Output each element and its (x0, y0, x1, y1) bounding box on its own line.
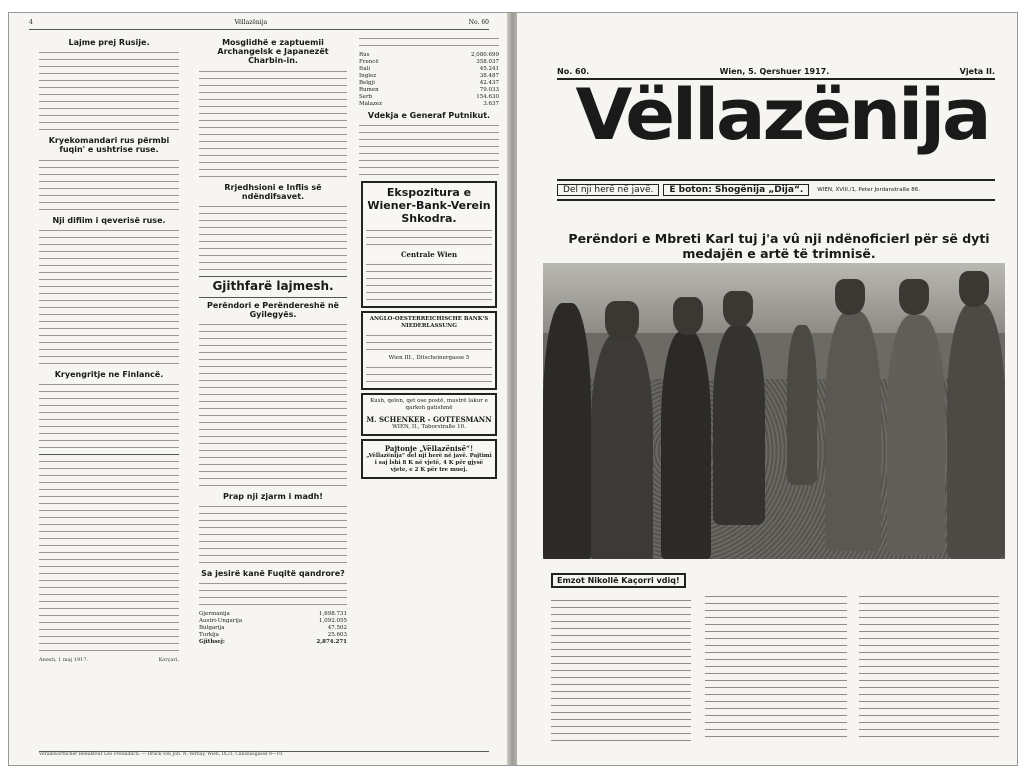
anglo-bank-advertisement: ANGLO-OESTERREICHISCHE BANK'S NIEDERLASSUNG Wien III., Ditscheinergasse 5 (361, 311, 497, 390)
article-heading: Kryekomandari rus përmbi fuqin' e ushtrise ruse. (48, 136, 170, 155)
prisoner-table (199, 611, 347, 646)
obituary-heading: Emzot Nikollë Kaçorri vdiq! (551, 573, 686, 588)
volume-year: Vjeta II. (959, 67, 995, 76)
left-column-1 (39, 35, 179, 735)
issue-number: No. 60 (468, 19, 489, 26)
article-heading: Kryengritje ne Finlancë. (54, 369, 164, 379)
article-text (39, 157, 179, 213)
divider (39, 454, 179, 455)
imprint-footer: Veranlwortlicher Redakteur Leo Freundlich. — Druck von Joh. N. Vernay, Wien, IX./3, Canisiusgasse 8—10. (39, 751, 489, 757)
page-number: 4 (29, 19, 33, 26)
running-header (29, 19, 489, 30)
article-text (199, 503, 347, 566)
article-heading: Sa jesirë kanë Fuqitë qandrore? (201, 569, 345, 579)
table-row: Rus 2,080.699 (359, 52, 499, 58)
running-title: Vëllazënija (234, 19, 268, 26)
table-row: Inglez 38.487 (359, 73, 499, 79)
article-heading: Vdekja e Generaf Putnikut. (367, 111, 491, 120)
photo-headline: Perëndori e Mbreti Karl tuj j'a vû nji ndënoficierl për së dyti medajën e artë të trimnisë. (568, 231, 990, 261)
issue-number: No. 60. (557, 67, 590, 76)
divider (199, 276, 347, 277)
subscription-advertisement: Pajtonje „Vëllazënisë“! „Vëllazënija“ del nji herë në javë. Pajtimi i saj lshi 8 K në vjetë, 4 K për gjysë vjete, e 2 K për tre muej. (361, 439, 497, 479)
publisher-note: E boton: Shogënija „Dija“. (663, 184, 809, 196)
table-row: Malazez 3.637 (359, 101, 499, 107)
left-column-3 (359, 35, 499, 735)
table-row: Frencë 358.037 (359, 59, 499, 65)
article-text (199, 321, 347, 489)
left-column-2 (199, 35, 347, 735)
masthead-info (557, 21, 995, 80)
article-text (199, 68, 347, 180)
right-page (517, 13, 1017, 765)
article-heading: Mosglidhë e zaptuemii Archangelsk e Japanezët Charbin-in. (217, 38, 329, 66)
table-row: Itali 45.241 (359, 66, 499, 72)
signature-line: Anesti, 1 maj 1917. Korçari. (39, 656, 179, 663)
address-note: WIEN, XVIII./1, Peter Jordanstraße 86. (817, 187, 920, 193)
frequency-note: Del nji herë në javë. (557, 184, 659, 196)
article-text (199, 580, 347, 608)
right-column-3 (859, 593, 999, 743)
newspaper-spread (8, 12, 1018, 766)
article-text (359, 35, 499, 49)
losses-table (359, 52, 499, 108)
article-text (39, 381, 179, 451)
table-row: Turkija 25.603 (199, 632, 347, 639)
article-heading: Lajme prej Rusije. (68, 38, 150, 47)
newspaper-title: Vëllazënija (575, 74, 989, 156)
article-text (39, 49, 179, 133)
article-heading: Prap nji zjarm i madh! (223, 492, 323, 502)
divider (199, 297, 347, 298)
article-text (39, 227, 179, 367)
table-row: Gjermanija 1,698.731 (199, 611, 347, 618)
article-text (39, 458, 179, 654)
article-text (199, 203, 347, 273)
article-text (359, 122, 499, 178)
table-row: Serb 154.630 (359, 94, 499, 100)
table-row: Belgji 42.437 (359, 80, 499, 86)
article-heading: Perëndori e Perëndereshë në Gyilegyës. (207, 300, 339, 319)
bank-advertisement: Ekspozitura e Wiener-Bank-Verein Shkodra. Centrale Wien (361, 181, 497, 308)
article-heading: Rrjedhsioni e Inflis së ndëndifsavet. (224, 182, 322, 201)
table-row: Austri-Ungarija 1,092.055 (199, 618, 347, 625)
table-row: Bulgarija 47.502 (199, 625, 347, 632)
ceremony-photo (543, 263, 1005, 559)
right-column-1 (551, 597, 691, 747)
article-heading: Nji difiim i qeverisë ruse. (52, 215, 166, 225)
table-row: Gjithsej: 2,874.271 (199, 639, 347, 646)
issue-date: Wien, 5. Qershuer 1917. (719, 67, 830, 76)
schenker-advertisement: Kush, qelon, qet ose postë, mustrë lakur e qarkoh gatishmë M. SCHENKER - GOTTESMANN WIEN, II., Taborstraße 10. (361, 393, 497, 436)
table-row: Rumen 79.033 (359, 87, 499, 93)
section-heading: Gjithfarë lajmesh. (212, 278, 334, 293)
left-page (9, 13, 509, 765)
right-column-2 (705, 593, 847, 743)
subtitle-bar (557, 179, 995, 201)
